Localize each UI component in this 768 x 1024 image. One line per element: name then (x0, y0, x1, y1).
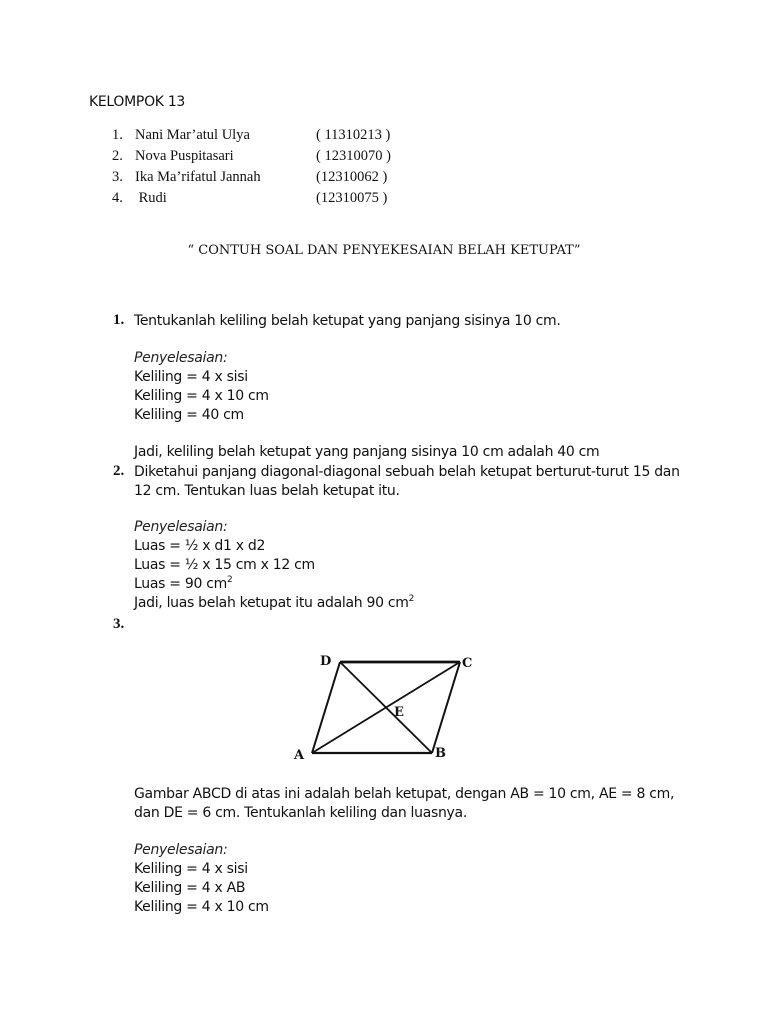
superscript: 2 (226, 575, 233, 585)
question-1-step: Keliling = 4 x 10 cm (134, 388, 269, 404)
diagonal-bd (340, 662, 432, 753)
member-item (112, 127, 432, 148)
vertex-label-a: A (294, 748, 305, 763)
question-3-text-line2: dan DE = 6 cm. Tentukanlah keliling dan luasnya. (134, 805, 467, 821)
vertex-label-e: E (394, 705, 404, 720)
question-3-text-line1: Gambar ABCD di atas ini adalah belah ketupat, dengan AB = 10 cm, AE = 8 cm, (134, 786, 675, 802)
question-3-number: 3. (113, 616, 125, 632)
member-nim: ( 12310070 ) (316, 148, 391, 164)
member-item (112, 190, 432, 211)
question-2-conclusion (134, 594, 414, 613)
question-2-text-line2: 12 cm. Tentukan luas belah ketupat itu. (134, 483, 400, 499)
question-2-step (134, 575, 232, 594)
question-1-step: Keliling = 40 cm (134, 407, 244, 423)
group-title: KELOMPOK 13 (89, 94, 186, 110)
rhombus-figure (280, 645, 490, 763)
member-item (112, 148, 432, 169)
member-number: 2. (112, 148, 123, 164)
question-3-solution-label: Penyelesaian: (134, 842, 228, 858)
question-3-step: Keliling = 4 x 10 cm (134, 899, 269, 915)
question-2-step: Luas = ½ x d1 x d2 (134, 538, 266, 554)
vertex-label-b: B (435, 746, 446, 761)
question-2-step3-text: Luas = 90 cm (134, 576, 227, 592)
member-item (112, 169, 432, 190)
question-3-step: Keliling = 4 x sisi (134, 861, 248, 877)
superscript: 2 (408, 594, 415, 604)
question-2-step: Luas = ½ x 15 cm x 12 cm (134, 557, 315, 573)
question-1-solution-label: Penyelesaian: (134, 350, 228, 366)
vertex-label-c: C (462, 656, 473, 671)
question-1-conclusion: Jadi, keliling belah ketupat yang panjang sisinya 10 cm adalah 40 cm (134, 444, 600, 460)
question-1-number: 1. (113, 312, 125, 328)
member-name: Nova Puspitasari (135, 148, 234, 164)
question-3-step: Keliling = 4 x AB (134, 880, 246, 896)
question-1-step: Keliling = 4 x sisi (134, 369, 248, 385)
question-1-text: Tentukanlah keliling belah ketupat yang panjang sisinya 10 cm. (134, 313, 561, 329)
member-nim: (12310062 ) (316, 169, 388, 185)
question-2-number: 2. (113, 463, 125, 479)
member-number: 1. (112, 127, 123, 143)
member-number: 3. (112, 169, 123, 185)
member-nim: ( 11310213 ) (316, 127, 391, 143)
question-2-solution-label: Penyelesaian: (134, 519, 228, 535)
member-number: 4. (112, 190, 123, 206)
vertex-label-d: D (320, 654, 332, 669)
member-name: Ika Ma’rifatul Jannah (135, 169, 261, 185)
member-list (112, 127, 432, 211)
rhombus-diagram (280, 645, 490, 763)
question-2-text-line1: Diketahui panjang diagonal-diagonal sebuah belah ketupat berturut-turut 15 dan (134, 464, 680, 480)
document-title: “ CONTUH SOAL DAN PENYEKESAIAN BELAH KETUPAT” (187, 243, 581, 258)
member-name: Rudi (135, 190, 167, 206)
question-2-conclusion-text: Jadi, luas belah ketupat itu adalah 90 cm (134, 595, 409, 611)
member-nim: (12310075 ) (316, 190, 388, 206)
member-name: Nani Mar’atul Ulya (135, 127, 250, 143)
